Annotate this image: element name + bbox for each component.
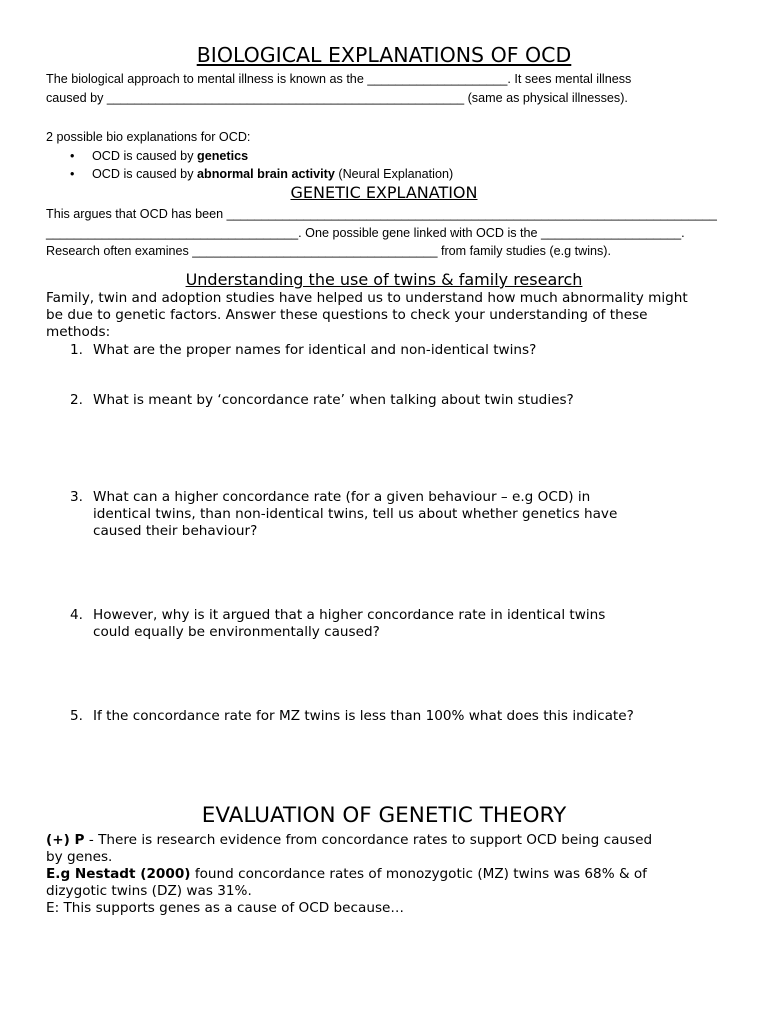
point-text: - There is research evidence from concordance rates to support OCD being caused [84,832,653,848]
evidence-label: E.g Nestadt (2000) [46,866,191,882]
question-text: What can a higher concordance rate (for a given behaviour – e.g OCD) in [93,489,591,505]
question-text: caused their behaviour? [93,523,258,539]
evaluation-evidence [46,866,647,883]
evaluation-heading: EVALUATION OF GENETIC THEORY [201,803,567,828]
bio-explanation-item [92,165,453,184]
twins-paragraph-line: Family, twin and adoption studies have helped us to understand how much abnormality might [46,290,688,306]
twins-section-heading: Understanding the use of twins & family research [185,270,583,289]
question-text: What is meant by ‘concordance rate’ when talking about twin studies? [93,392,574,408]
evaluation-point [46,832,652,849]
genetic-line-1: This argues that OCD has been ______________________________________________________________________ [46,207,717,221]
question-number: 2. [70,392,83,408]
bio-explanations-heading: 2 possible bio explanations for OCD: [46,130,251,144]
question-number: 5. [70,708,83,724]
bullet-icon: • [70,149,75,163]
question-text: However, why is it argued that a higher concordance rate in identical twins [93,607,606,623]
question-text: What are the proper names for identical and non-identical twins? [93,342,537,358]
question-text: If the concordance rate for MZ twins is less than 100% what does this indicate? [93,708,634,724]
intro-line-1: The biological approach to mental illness is known as the ____________________. It sees mental illness [46,72,632,86]
intro-line-2: caused by ___________________________________________________ (same as physical illnesses). [46,91,628,105]
bio-explanation-item [92,147,248,166]
question-number: 4. [70,607,83,623]
evidence-text: found concordance rates of monozygotic (MZ) twins was 68% & of [190,866,647,882]
item-keyword: abnormal brain activity [197,167,335,181]
item-prefix: OCD is caused by [92,149,197,163]
question-text: could equally be environmentally caused? [93,624,380,640]
item-prefix: OCD is caused by [92,167,197,181]
evaluation-explain: E: This supports genes as a cause of OCD because… [46,900,404,916]
genetic-explanation-heading: GENETIC EXPLANATION [290,183,478,202]
genetic-line-2: ____________________________________. One possible gene linked with OCD is the ____________________. [46,226,685,240]
evaluation-evidence-cont: dizygotic twins (DZ) was 31%. [46,883,252,899]
point-label: (+) P [46,832,85,848]
twins-paragraph-line: methods: [46,324,111,340]
item-suffix: (Neural Explanation) [334,167,454,181]
question-number: 1. [70,342,83,358]
item-keyword: genetics [197,149,249,163]
question-text: identical twins, than non-identical twins, tell us about whether genetics have [93,506,618,522]
genetic-line-3: Research often examines ___________________________________ from family studies (e.g twins). [46,244,612,258]
question-number: 3. [70,489,83,505]
page-title: BIOLOGICAL EXPLANATIONS OF OCD [196,43,572,67]
bullet-icon: • [70,167,75,181]
twins-paragraph-line: be due to genetic factors. Answer these questions to check your understanding of these [46,307,648,323]
evaluation-point-cont: by genes. [46,849,113,865]
